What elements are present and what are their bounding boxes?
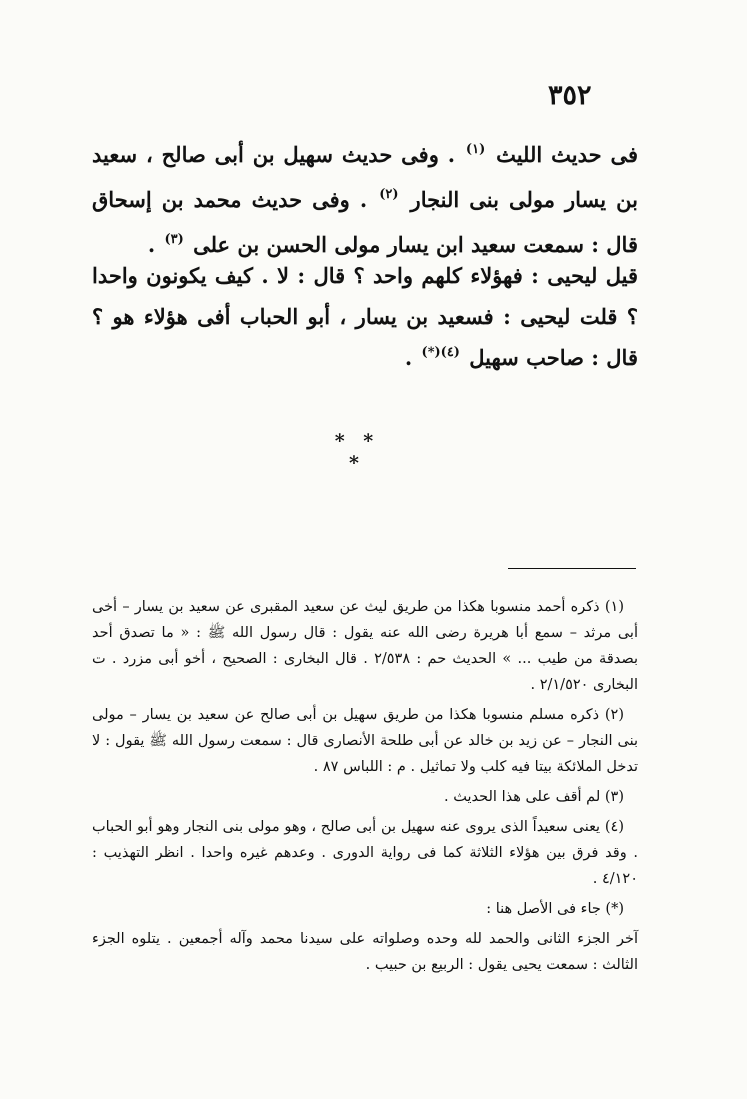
main-text-segment: . وفى حديث سهيل بن أبى صالح ، سعيد بن يسار مولى بنى النجار bbox=[92, 142, 639, 212]
footnote-3: (٣) لم أقف على هذا الحديث . bbox=[444, 789, 624, 805]
footnote-ref-2: (٢) bbox=[379, 187, 399, 202]
footnote-ref-3: (٣) bbox=[164, 232, 184, 247]
main-text-segment: . وفى حديث محمد بن إسحاق قال : سمعت سعيد ابن يسار مولى الحسن بن على bbox=[92, 187, 638, 257]
section-separator: * * * bbox=[334, 430, 380, 474]
main-paragraph-1 bbox=[92, 134, 638, 269]
footnote-ref-1: (١) bbox=[465, 142, 486, 157]
footnote-1: (١) ذكره أحمد منسوبا هكذا من طريق ليث عن سعيد المقبرى عن سعيد بن يسار – أخى أبى مرثد – سمع أبا هريرة رضى الله عنه يقول : قال رسول الله ﷺ : « ما تصدق أحد بصدقة من طيب ... » الحديث حم : ٢/٥٣٨ . قال البخارى : الصحيح ، أخو أبى مزرد . ت البخارى ٢/١/٥٢٠ . bbox=[92, 599, 638, 693]
footnote-4: (٤) يعنى سعيداً الذى يروى عنه سهيل بن أبى صالح ، وهو مولى بنى النجار وهو أبو الحباب . وقد فرق بين هؤلاء الثلاثة كما فى رواية الدورى . وعدهم غيره واحدا . انظر التهذيب : ٤/١٢٠ . bbox=[92, 819, 638, 887]
main-text-segment: فى حديث الليث bbox=[496, 142, 638, 167]
footnote-ref-4: (٤)(*) bbox=[421, 345, 460, 360]
main-text-segment: . bbox=[147, 232, 156, 257]
footnote-2: (٢) ذكره مسلم منسوبا هكذا من طريق سهيل بن أبى صالح عن سعيد بن يسار – مولى بنى النجار – عن زيد بن خالد عن أبى طلحة الأنصارى قال : سمعت رسول الله ﷺ يقول : لا تدخل الملائكة بيتا فيه كلب ولا تماثيل . م : اللباس ٨٧ . bbox=[92, 707, 638, 775]
footnote-5: (*) جاء فى الأصل هنا : bbox=[486, 901, 624, 917]
main-text-segment: قيل ليحيى : فهؤلاء كلهم واحد ؟ قال : لا . كيف يكونون واحدا ؟ قلت ليحيى : فسعيد بن يسار ، أبو الحباب أفى هؤلاء هو ؟ قال : صاحب سهيل bbox=[92, 263, 638, 370]
footnote-divider bbox=[508, 568, 636, 569]
footnote-6: آخر الجزء الثانى والحمد لله وحده وصلواته على سيدنا محمد وآله أجمعين . يتلوه الجزء الثالث : سمعت يحيى يقول : الربيع بن حبيب . bbox=[92, 931, 638, 973]
main-paragraph-2 bbox=[92, 255, 638, 382]
page-number: ٣٥٢ bbox=[548, 80, 592, 111]
main-text-segment: . bbox=[404, 345, 413, 370]
footnotes-section bbox=[92, 594, 638, 982]
